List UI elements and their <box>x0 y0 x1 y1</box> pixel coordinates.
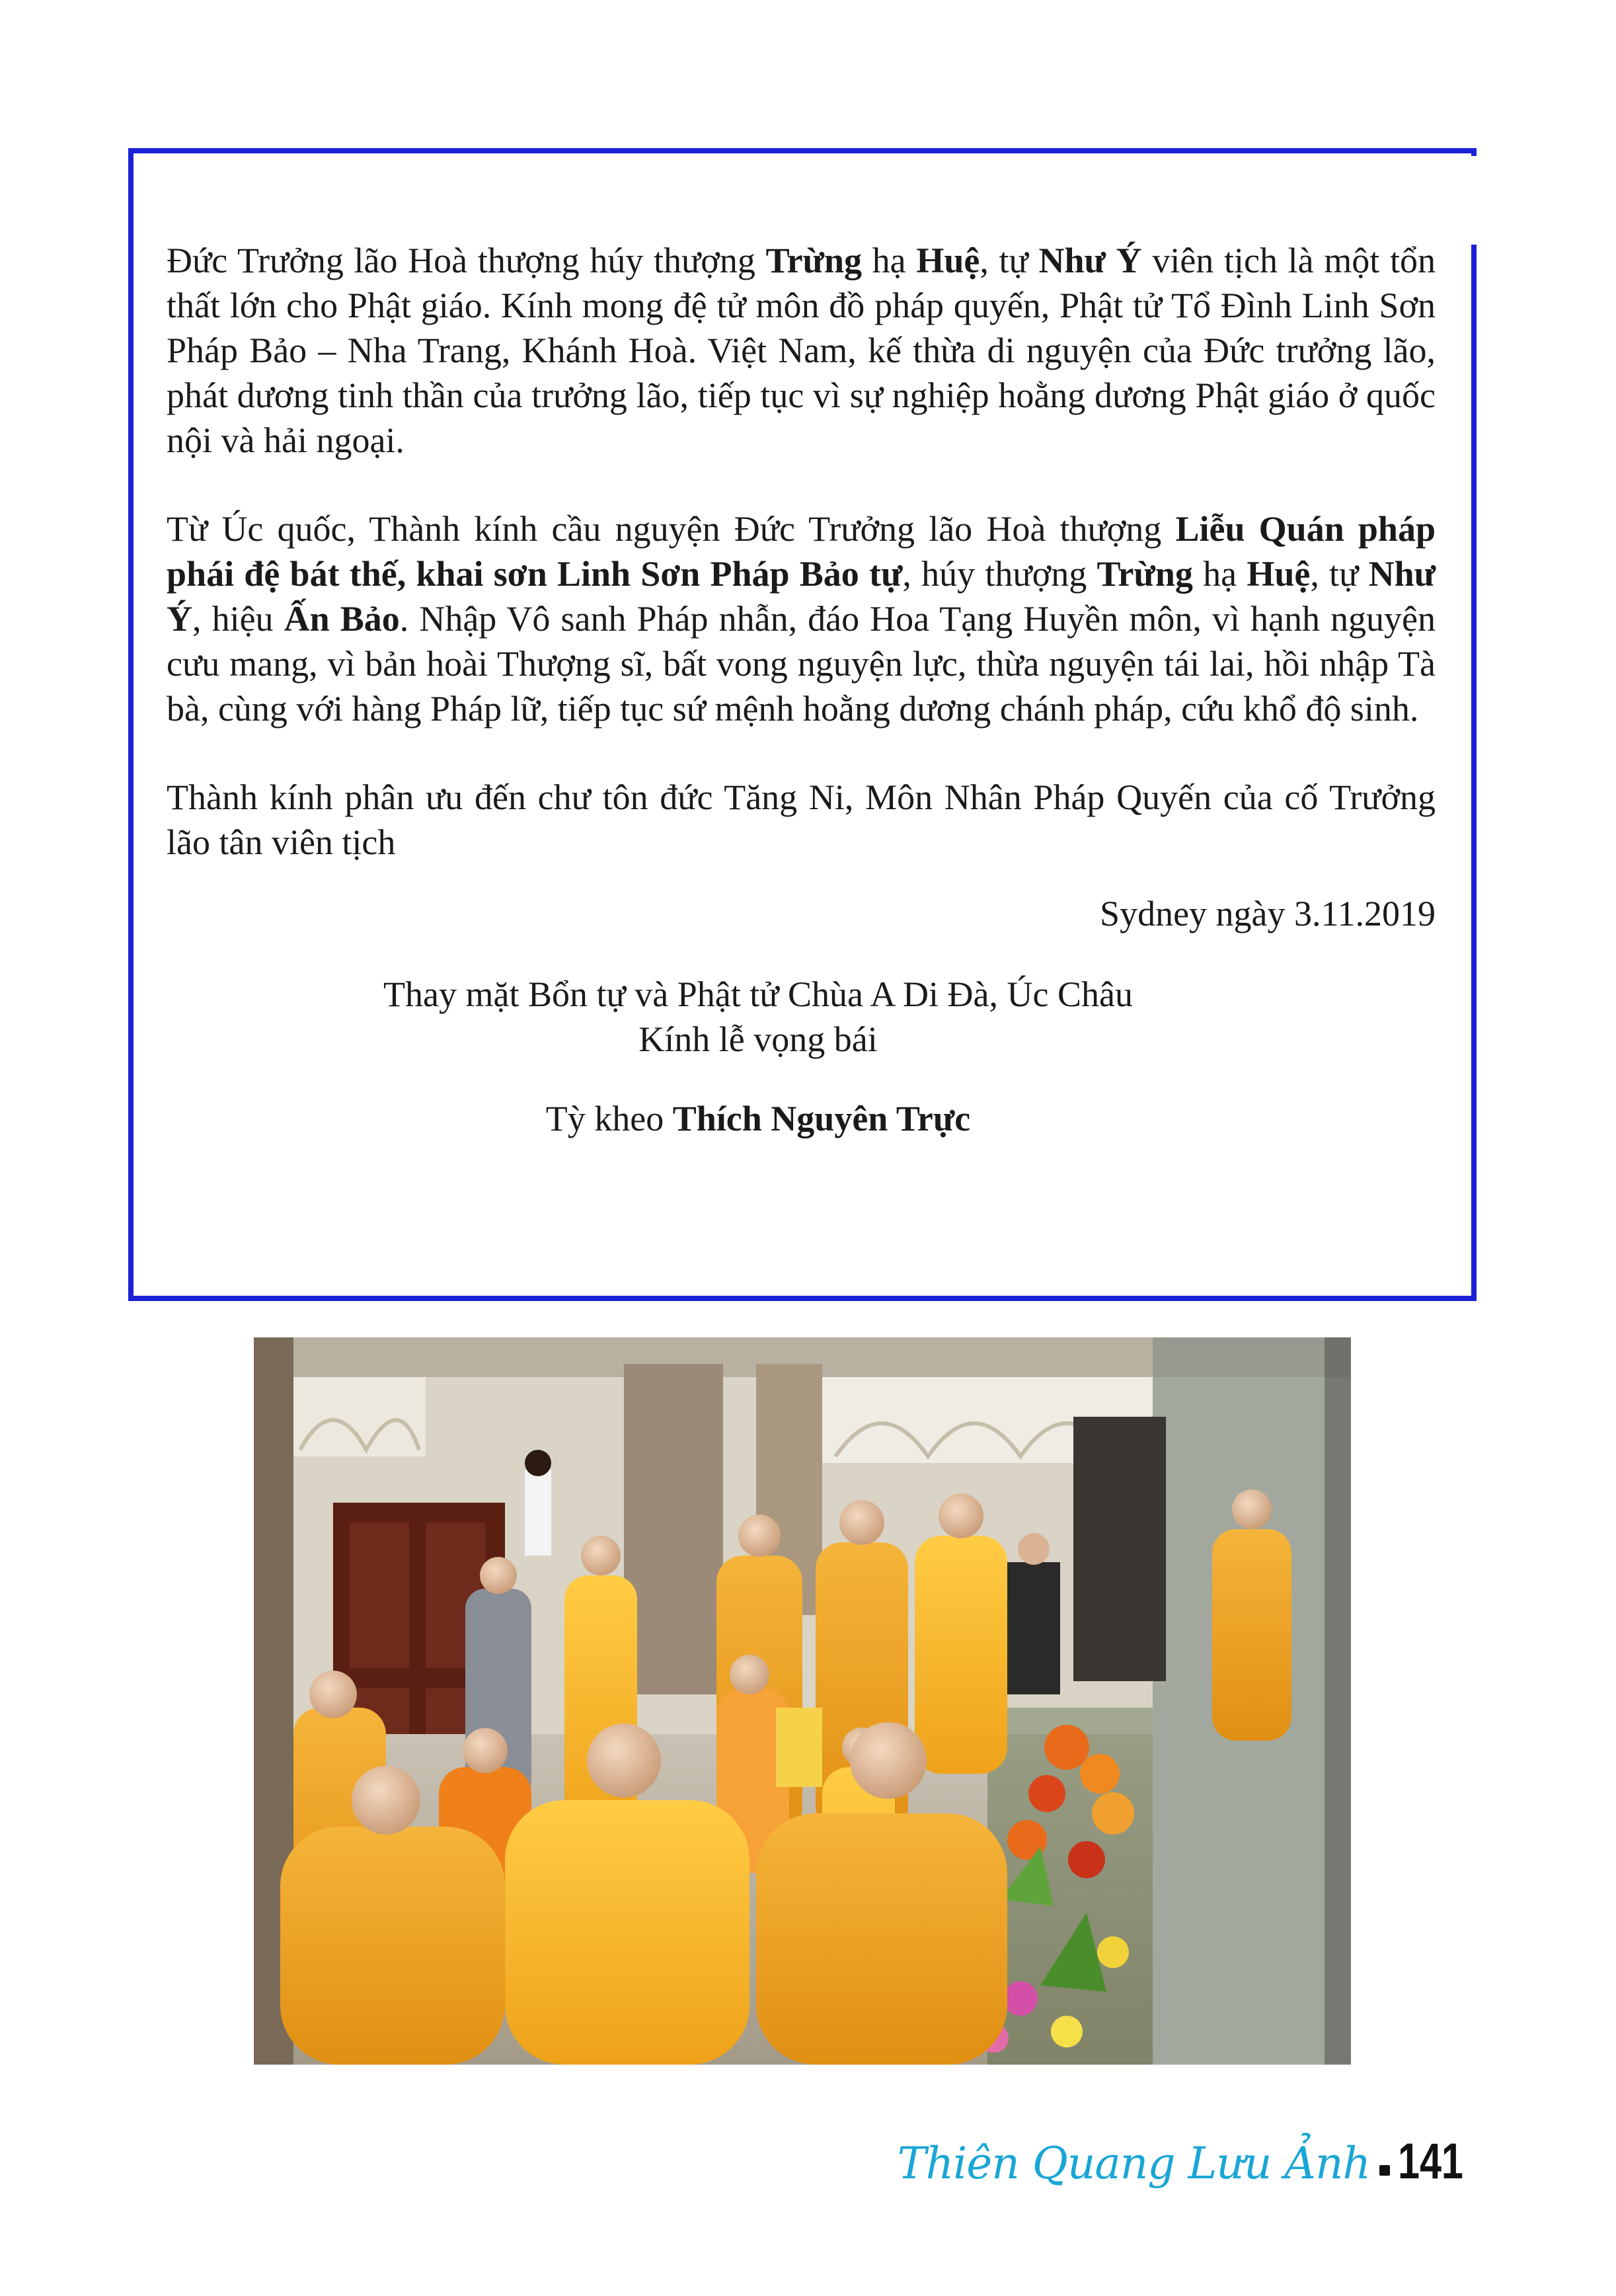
signer-prefix: Tỳ kheo <box>545 1099 673 1138</box>
frame-top-border <box>128 148 1477 153</box>
frame-bottom-border <box>128 1296 1477 1301</box>
bold-text-run: Huệ <box>916 241 980 280</box>
bold-text-run: Như Ý <box>1038 241 1142 280</box>
letter-paragraph-1 <box>167 238 1436 463</box>
text-run: Đức Trưởng lão Hoà thượng húy thượng <box>167 241 766 280</box>
bold-text-run: Huệ <box>1247 554 1311 594</box>
signature-line-1: Thay mặt Bổn tự và Phật tử Chùa A Di Đà, Úc Châu <box>383 974 1133 1014</box>
text-run: , húy thượng <box>902 554 1097 594</box>
bold-text-run: Ấn Bảo <box>284 599 400 639</box>
text-run: Từ Úc quốc, Thành kính cầu nguyện Đức Trưởng lão Hoà thượng <box>167 509 1176 549</box>
text-run: , tự <box>980 241 1039 280</box>
letter-paragraph-3: Thành kính phân ưu đến chư tôn đức Tăng Ni, Môn Nhân Pháp Quyến của cố Trưởng lão tân viên tịch <box>167 777 1436 862</box>
text-run: , hiệu <box>192 599 284 639</box>
footer-separator-dot <box>1379 2165 1390 2176</box>
frame-right-border <box>1471 245 1477 1301</box>
bold-text-run: Trừng <box>1097 554 1193 594</box>
signer-name: Thích Nguyên Trực <box>672 1099 971 1138</box>
letter-paragraph-2 <box>167 506 1436 731</box>
frame-right-border-stub <box>1471 148 1477 156</box>
bold-text-run: Trừng <box>765 241 862 280</box>
bold-text-run: Liễu Quán pháp phái đệ bát thế, khai sơn Linh Sơn Pháp Bảo tự <box>167 509 1436 594</box>
text-run: . Nhập Vô sanh Pháp nhẫn, đáo Hoa Tạng Huyền môn, vì hạnh nguyện cưu mang, vì bản hoài Thượng sĩ, bất vong nguyện lực, thừa nguyện tái lai, hồi nhập Tà bà, cùng với hàng Pháp lữ, tiếp tục sứ mệnh hoằng dương chánh pháp, cứu khổ độ sinh. <box>167 599 1436 729</box>
ceremony-photo <box>254 1337 1351 2065</box>
signer <box>81 1096 1436 1141</box>
condolence-letter <box>167 238 1436 1141</box>
ceremony-photo-illustration <box>254 1337 1351 2065</box>
signature-line-2: Kính lễ vọng bái <box>638 1019 878 1059</box>
text-run: hạ <box>1192 554 1247 594</box>
text-run: hạ <box>861 241 917 280</box>
page-footer <box>897 2133 1477 2190</box>
letter-date: Sydney ngày 3.11.2019 <box>1100 894 1436 933</box>
text-run: , tự <box>1310 554 1369 594</box>
bold-text-run: Như Ý <box>167 554 1436 639</box>
page-number: 141 <box>1398 2133 1463 2190</box>
publication-title: Thiên Quang Lưu Ảnh <box>897 2138 1370 2189</box>
text-run: viên tịch là một tổn thất lớn cho Phật giáo. Kính mong đệ tử môn đồ pháp quyến, Phật tử Tổ Đình Linh Sơn Pháp Bảo – Nha Trang, Khánh Hoà. Việt Nam, kế thừa di nguyện của Đức trưởng lão, phát dương tinh thần của trưởng lão, tiếp tục vì sự nghiệp hoằng dương Phật giáo ở quốc nội và hải ngoại. <box>167 241 1436 460</box>
